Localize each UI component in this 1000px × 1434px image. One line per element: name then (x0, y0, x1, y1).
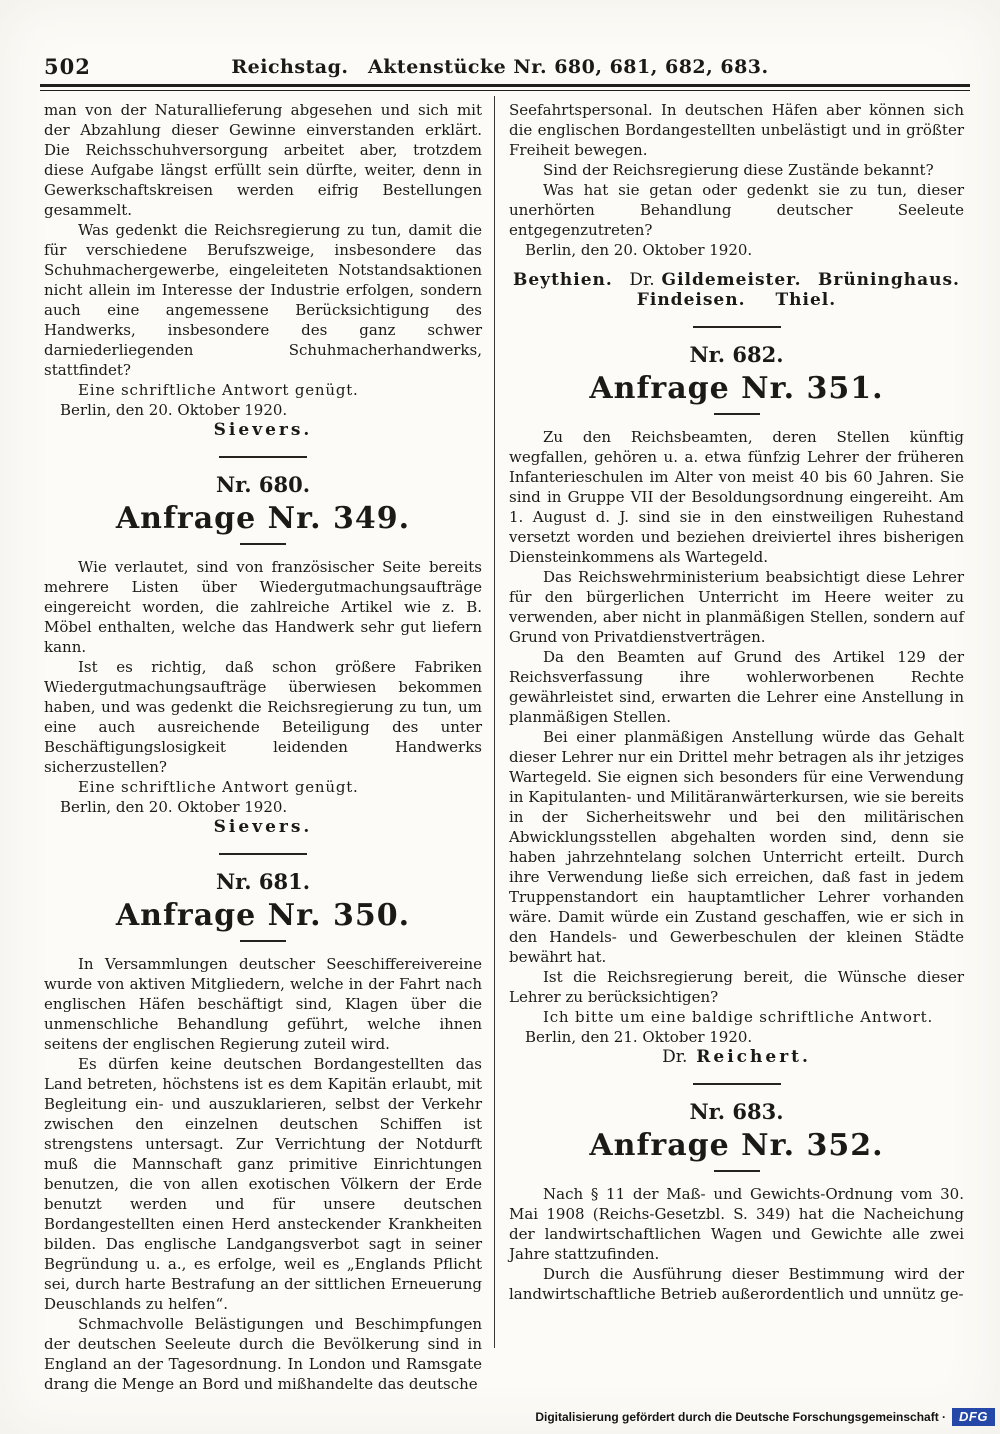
document-number-681: Nr. 681. (215, 869, 311, 894)
section-divider (219, 853, 307, 855)
paragraph: Es dürfen keine deutschen Bordangestellten das Land betreten, höchstens ist es dem Kapitän erlaubt, mit Begleitung ein- und auszuklarieren, selbst der Verkehr zwischen den einzelnen deutschen Schiffen ist strengstens untersagt. Zur Verrichtung der Notdurft muß die Mannschaft ganz primitive Einrichtungen benutzen, die von allen exotischen Völkern der Erde benutzt werden und für unsere deutschen Bordangestellten einen Herd ansteckender Krankheiten bilden. Das englische Landgangsverbot sagt in seiner Begründung u. a., es erfolge, weil es „Englands Pflicht sei, durch harte Bestrafung an der sittlichen Erneuerung Deuschlands zu helfen“. (44, 1055, 482, 1313)
dateline: Berlin, den 21. Oktober 1920. (525, 1028, 753, 1046)
answer-note: Ich bitte um eine baldige schriftliche Antwort. (543, 1008, 934, 1026)
section-divider (693, 1083, 781, 1085)
answer-note: Eine schriftliche Antwort genügt. (78, 778, 359, 796)
document-number-680: Nr. 680. (215, 472, 311, 497)
anfrage-350-title: Anfrage Nr. 350. (115, 898, 411, 933)
dateline: Berlin, den 20. Oktober 1920. (60, 798, 288, 816)
paragraph: Schmachvolle Belästigungen und Beschimpfungen der deutschen Seeleute durch die Bevölkerung sind in England an der Tagesordnung. In London und Ramsgate drang die Menge an Bord und mißhandelte das deutsche (44, 1315, 482, 1393)
paragraph: Da den Beamten auf Grund des Artikel 129 der Reichsverfassung ihre wohlerworbenen Rechte gewährleistet sind, erwarten die Lehrer eine Anstellung in planmäßigen Stellen. (509, 648, 964, 726)
paragraph: Nach § 11 der Maß- und Gewichts-Ordnung vom 30. Mai 1908 (Reichs-Gesetzbl. S. 349) hat die Nacheichung der landwirtschaftlichen Wagen und Gewichte alle zwei Jahre stattzufinden. (509, 1185, 964, 1263)
paragraph: Das Reichswehrministerium beabsichtigt diese Lehrer für den bürgerlichen Unterricht im Heere weiter zu verwenden, aber nicht in planmäßigen Stellen, sondern auf Grund von Privatdienstverträgen. (509, 568, 964, 646)
paragraph: Was hat sie getan oder gedenkt sie zu tun, dieser unerhörten Behandlung deutscher Seeleute entgegenzutreten? (509, 181, 964, 239)
header-rule (40, 84, 970, 91)
signature: Sievers. (213, 420, 313, 440)
signature: Sievers. (213, 817, 313, 837)
paragraph: Bei einer planmäßigen Anstellung würde das Gehalt dieser Lehrer nur ein Drittel mehr betragen als ihr jetziges Wartegeld. Sie eignen sich besonders für eine Verwendung in Kapitulanten- und Militäranwärterkursen, wie sie bereits in der Sicherheitswehr und bei den militärischen Abwicklungsstellen abgehalten worden sind, denn sie haben jahrzehntelang solchen Unterricht erteilt. Durch ihre Verwendung ließe sich erreichen, daß fast in jedem Truppenstandort ein hauptamtlicher Lehrer vorhanden wäre. Damit würde ein Zustand geschaffen, wie er sich in den Handels- und Gewerbeschulen der kleinen Städte bewährt hat. (509, 728, 964, 966)
title-divider (240, 940, 286, 942)
paragraph: Zu den Reichsbeamten, deren Stellen künftig wegfallen, gehören u. a. etwa fünfzig Lehrer der früheren Infanterieschulen im Alter von meist 40 bis 60 Jahren. Sie sind in Gruppe VII der Besoldungsordnung eingereiht. Am 1. August d. J. sind sie in den einstweiligen Ruhestand versetzt worden und beziehen dreiviertel ihres bisherigen Diensteinkommens als Wartegeld. (509, 428, 964, 566)
section-divider (219, 456, 307, 458)
anfrage-352-title: Anfrage Nr. 352. (589, 1128, 884, 1163)
paragraph: Ist es richtig, daß schon größere Fabriken Wiedergutmachungsaufträge überwiesen bekommen haben, und was gedenkt die Reichsregierung zu tun, um eine auch ausreichende Beteiligung des unter Beschäftigungslosigkeit leidenden Handwerks sicherzustellen? (44, 658, 482, 776)
paragraph: Was gedenkt die Reichsregierung zu tun, damit die für verschiedene Berufszweige, insbesondere das Schuhmachergewerbe, eingeleiteten Notstandsaktionen nicht allein im Interesse der Industrie erfolgen, sondern auch eine angemessene Berücksichtigung des Handwerks, insbesondere des ganz schwer darniederliegenden Schuhmacherhandwerks, stattfindet? (44, 221, 482, 379)
dateline: Berlin, den 20. Oktober 1920. (525, 241, 753, 259)
section-divider (693, 326, 781, 328)
document-number-682: Nr. 682. (689, 342, 784, 367)
signature-row (509, 270, 964, 290)
signature-row (509, 290, 964, 310)
page-number: 502 (44, 54, 91, 79)
signature: Beythien. (513, 270, 613, 290)
signature-title: Dr. (662, 1047, 688, 1067)
signature: Dr. Gildemeister. (629, 270, 802, 290)
signature: Thiel. (775, 290, 837, 310)
footer-text: Digitalisierung gefördert durch die Deutsche Forschungsgemeinschaft · (535, 1410, 947, 1424)
title-divider (714, 413, 760, 415)
signature-title: Dr. (629, 270, 655, 290)
signature: Dr. Reichert. (662, 1047, 811, 1067)
paragraph: Ist die Reichsregierung bereit, die Wünsche dieser Lehrer zu berücksichtigen? (509, 968, 964, 1006)
paragraph: In Versammlungen deutscher Seeschiffereivereine wurde von aktiven Mitgliedern, welche in der Fahrt nach englischen Häfen beschäftigt sind, Klagen über die unmenschliche Behandlung geführt, welche ihnen seitens der englischen Regierung zuteil wird. (44, 955, 482, 1053)
anfrage-349-title: Anfrage Nr. 349. (115, 501, 411, 536)
answer-note: Eine schriftliche Antwort genügt. (78, 381, 359, 399)
right-column (509, 100, 964, 1304)
document-number-683: Nr. 683. (689, 1099, 784, 1124)
signature: Findeisen. (636, 290, 746, 310)
paragraph: Sind der Reichsregierung diese Zustände bekannt? (543, 161, 934, 179)
paragraph: Durch die Ausführung dieser Bestimmung wird der landwirtschaftliche Betrieb außerordentlich und unnütz ge- (509, 1265, 964, 1303)
title-divider (714, 1170, 760, 1172)
paragraph-continuation: Seefahrtspersonal. In deutschen Häfen aber können sich die englischen Bordangestellten unbelästigt und in größter Freiheit bewegen. (509, 101, 964, 159)
anfrage-351-title: Anfrage Nr. 351. (589, 371, 884, 406)
paragraph-continuation: man von der Naturallieferung abgesehen und sich mit der Abzahlung dieser Gewinne einverstanden erklärt. Die Reichsschuhversorgung arbeitet aber, trotzdem diese Aufgabe längst erfüllt sein dürfte, weiter, denn in Gewerkschaftskreisen werden eifrig Bestellungen gesammelt. (44, 101, 482, 219)
title-divider (240, 543, 286, 545)
left-column (44, 100, 482, 1394)
column-divider-rule (494, 96, 495, 1348)
dfg-logo: DFG (952, 1408, 995, 1426)
dateline: Berlin, den 20. Oktober 1920. (60, 401, 288, 419)
signature: Brüninghaus. (818, 270, 960, 290)
paragraph: Wie verlautet, sind von französischer Seite bereits mehrere Listen über Wiedergutmachungsaufträge eingereicht worden, die zahlreiche Artikel wie z. B. Möbel enthalten, welche das Handwerk sehr gut liefern kann. (44, 558, 482, 656)
digitization-footer (535, 1408, 995, 1426)
running-title: Reichstag. Aktenstücke Nr. 680, 681, 682, 683. (231, 56, 769, 78)
